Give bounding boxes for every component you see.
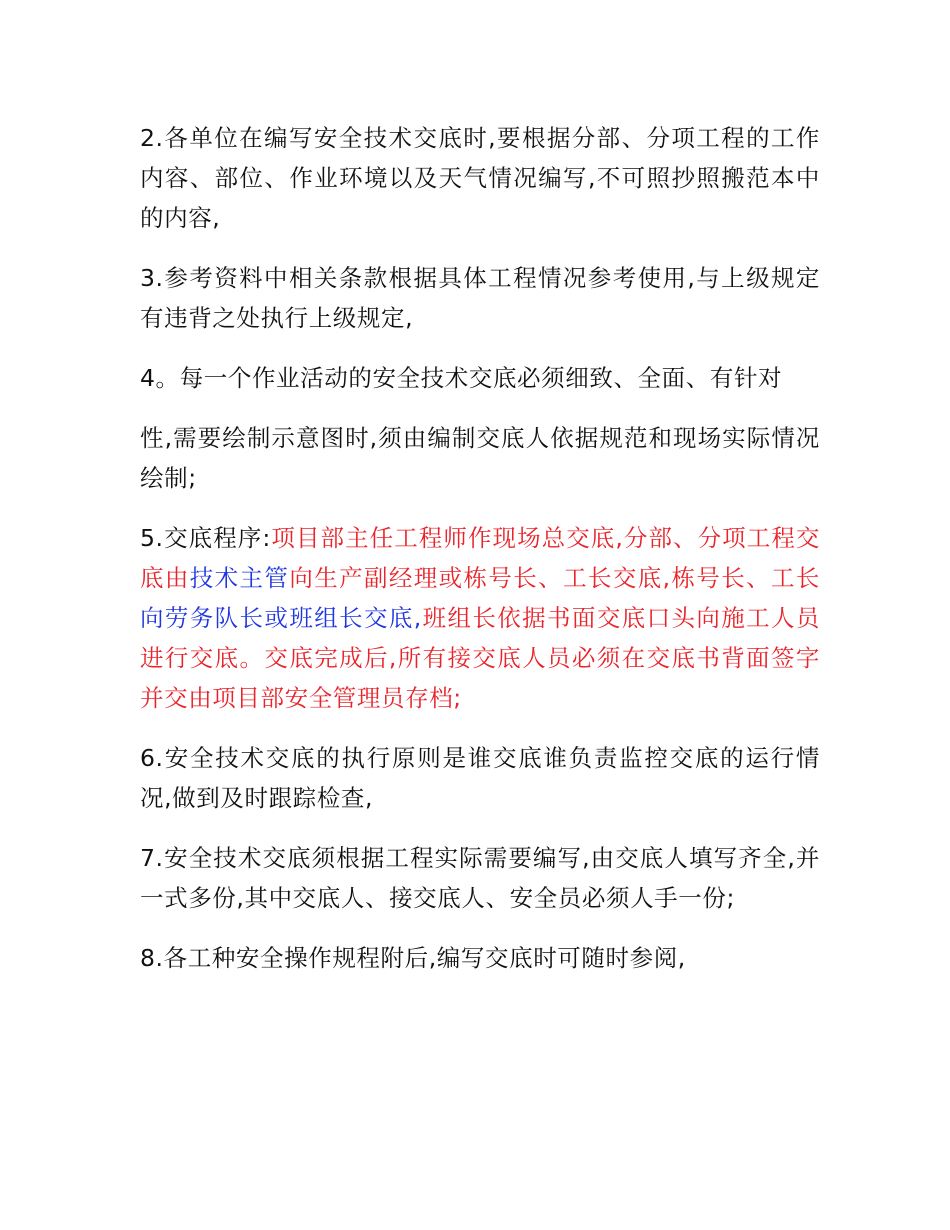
paragraph-5 — [140, 518, 820, 718]
paragraph-6: 6.安全技术交底的执行原则是谁交底谁负责监控交底的运行情况,做到及时跟踪检查, — [140, 744, 820, 812]
paragraph-5-blue-text-2: 向劳务队长或班组长交底, — [140, 604, 422, 632]
paragraph-5-red-text-3: 生产副经理或栋号长、工长交底,栋号长、工长 — [314, 564, 820, 592]
paragraph-5-prefix: 5.交底程序: — [140, 524, 271, 552]
document-page — [140, 118, 820, 998]
paragraph-2: 2.各单位在编写安全技术交底时,要根据分部、分项工程的工作内容、部位、作业环境以及天气情况编写,不可照抄照搬范本中的内容, — [140, 124, 820, 232]
paragraph-5-blue-text-1: 技术主管 — [189, 564, 290, 592]
paragraph-4-part-1: 4。每一个作业活动的安全技术交底必须细致、全面、有针对 — [140, 364, 783, 392]
paragraph-5-red-text-4: 班组长依据书面交底口头向施工人员进行交底。交底完成后,所有接交底人员必须在交底书背面签字并交由项目部安全管理员存档; — [140, 604, 821, 712]
paragraph-4-part-2: 性,需要绘制示意图时,须由编制交底人依据规范和现场实际情况绘制; — [140, 424, 820, 492]
paragraph-5-red-text-1: 项目部主任工程师作现场总交底,分部、分项工程交底由 — [140, 524, 820, 592]
paragraph-7: 7.安全技术交底须根据工程实际需要编写,由交底人填写齐全,并一式多份,其中交底人、接交底人、安全员必须人手一份; — [140, 844, 820, 912]
paragraph-3: 3.参考资料中相关条款根据具体工程情况参考使用,与上级规定有违背之处执行上级规定, — [140, 264, 820, 332]
paragraph-5-red-text-2: 向 — [289, 564, 315, 592]
paragraph-8: 8.各工种安全操作规程附后,编写交底时可随时参阅, — [140, 944, 686, 972]
